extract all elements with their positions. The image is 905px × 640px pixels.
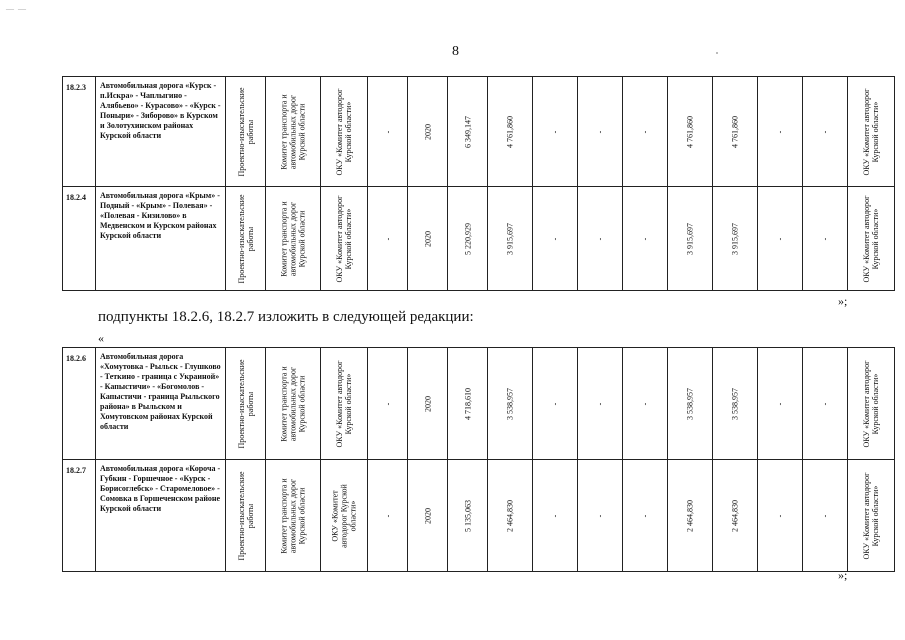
total-amount: 3 538,957 (505, 387, 515, 420)
total-amount: 2 464,830 (505, 499, 515, 532)
customer: ОКУ «Комитет автодорог Курской области» (335, 360, 353, 447)
customer: ОКУ «Комитет автодорог Курской области» (335, 195, 353, 282)
dash-cell: - (550, 237, 560, 240)
committee: Комитет транспорта и автомобильных дорог Курской области (279, 477, 307, 554)
dash-cell: - (550, 402, 560, 405)
year: 2020 (423, 230, 432, 247)
dash-cell: - (595, 130, 605, 133)
customer: ОКУ «Комитет автодорог Курской области» (335, 88, 353, 175)
year: 2020 (423, 507, 432, 524)
dash-cell: - (820, 402, 830, 405)
closing-quote: »; (838, 568, 848, 582)
year-amount: 2 464,830 (730, 499, 740, 532)
road-name: Автомобильная дорога «Хомутовка - Рыльск - Глушково - Теткино - граница с Украиной» - Капыстичи» - «Богомолов - Капыстичи - граница Рыльского района» в Рыльском и Хомутовском районах Курской области (96, 348, 226, 460)
operator: ОКУ «Комитет автодорог Курской области» (862, 88, 880, 175)
table-row (63, 187, 895, 291)
header-marks: — — (6, 4, 27, 13)
committee: Комитет транспорта и автомобильных дорог Курской области (279, 200, 307, 277)
estimated-cost: 5 220,929 (463, 222, 472, 255)
total-amount: 4 761,860 (505, 115, 515, 148)
total-amount: 3 915,697 (505, 222, 515, 255)
work-type: Проектно-изыскательские работы (236, 86, 255, 177)
dash-cell: - (640, 130, 650, 133)
estimated-cost: 5 135,063 (463, 499, 472, 532)
work-type: Проектно-изыскательские работы (236, 470, 255, 561)
estimated-cost: 6 349,147 (463, 115, 472, 148)
dash-cell: - (640, 402, 650, 405)
dash-cell: - (640, 237, 650, 240)
year-amount: 3 915,697 (730, 222, 740, 255)
road-name: Автомобильная дорога «Короча - Губкин - Горшечное - «Курск - Борисоглебск» - Старомеловое» - Сомовка в Горшеченском районе Курской области (96, 460, 226, 572)
dash-cell: - (595, 237, 605, 240)
road-name: Автомобильная дорога «Курск - п.Искра» - Чаплыгино - Алябьево» - Курасово» - «Курск - Поныри» - Зиборово» в Курском и Золотухинском районах Курской области (96, 77, 226, 187)
table-row (63, 77, 895, 187)
row-number: 18.2.4 (63, 187, 96, 291)
row-number: 18.2.6 (63, 348, 96, 460)
dash-cell: - (640, 514, 650, 517)
table-1 (62, 76, 895, 291)
year-amount: 4 761,860 (730, 115, 740, 148)
dash-cell: - (383, 237, 392, 240)
table-row (63, 348, 895, 460)
regional-amount: 3 538,957 (685, 387, 695, 420)
table-row (63, 460, 895, 572)
operator: ОКУ «Комитет автодорог Курской области» (862, 360, 880, 447)
work-type: Проектно-изыскательские работы (236, 358, 255, 449)
year: 2020 (423, 123, 432, 140)
row-number: 18.2.3 (63, 77, 96, 187)
year: 2020 (423, 395, 432, 412)
opening-quote: « (98, 331, 104, 345)
work-type: Проектно-изыскательские работы (236, 193, 255, 284)
dash-cell: - (775, 237, 785, 240)
dash-cell: - (775, 130, 785, 133)
dash-cell: - (383, 402, 392, 405)
dash-cell: - (820, 514, 830, 517)
page-number: 8 (452, 44, 459, 59)
dash-cell: - (595, 514, 605, 517)
operator: ОКУ «Комитет автодорог Курской области» (862, 472, 880, 559)
dash-cell: - (820, 130, 830, 133)
dash-cell: - (595, 402, 605, 405)
regional-amount: 4 761,860 (685, 115, 695, 148)
committee: Комитет транспорта и автомобильных дорог Курской области (279, 93, 307, 170)
regional-amount: 2 464,830 (685, 499, 695, 532)
dash-cell: - (775, 402, 785, 405)
dash-cell: - (550, 130, 560, 133)
regional-amount: 3 915,697 (685, 222, 695, 255)
dash-cell: - (383, 514, 392, 517)
scan-dot (716, 52, 718, 54)
dash-cell: - (775, 514, 785, 517)
operator: ОКУ «Комитет автодорог Курской области» (862, 195, 880, 282)
estimated-cost: 4 718,610 (463, 387, 472, 420)
year-amount: 3 538,957 (730, 387, 740, 420)
row-number: 18.2.7 (63, 460, 96, 572)
dash-cell: - (820, 237, 830, 240)
customer: ОКУ «Комитет автодорог Курской области» (330, 483, 358, 548)
closing-quote: »; (838, 294, 848, 308)
table-2 (62, 347, 895, 572)
committee: Комитет транспорта и автомобильных дорог Курской области (279, 365, 307, 442)
dash-cell: - (383, 130, 392, 133)
road-name: Автомобильная дорога «Крым» - Подный - «Крым» - Полевая» - «Полевая - Кизилово» в Медвенском и Курском районах Курской области (96, 187, 226, 291)
amendment-text: подпункты 18.2.6, 18.2.7 изложить в следующей редакции: (98, 309, 474, 325)
dash-cell: - (550, 514, 560, 517)
